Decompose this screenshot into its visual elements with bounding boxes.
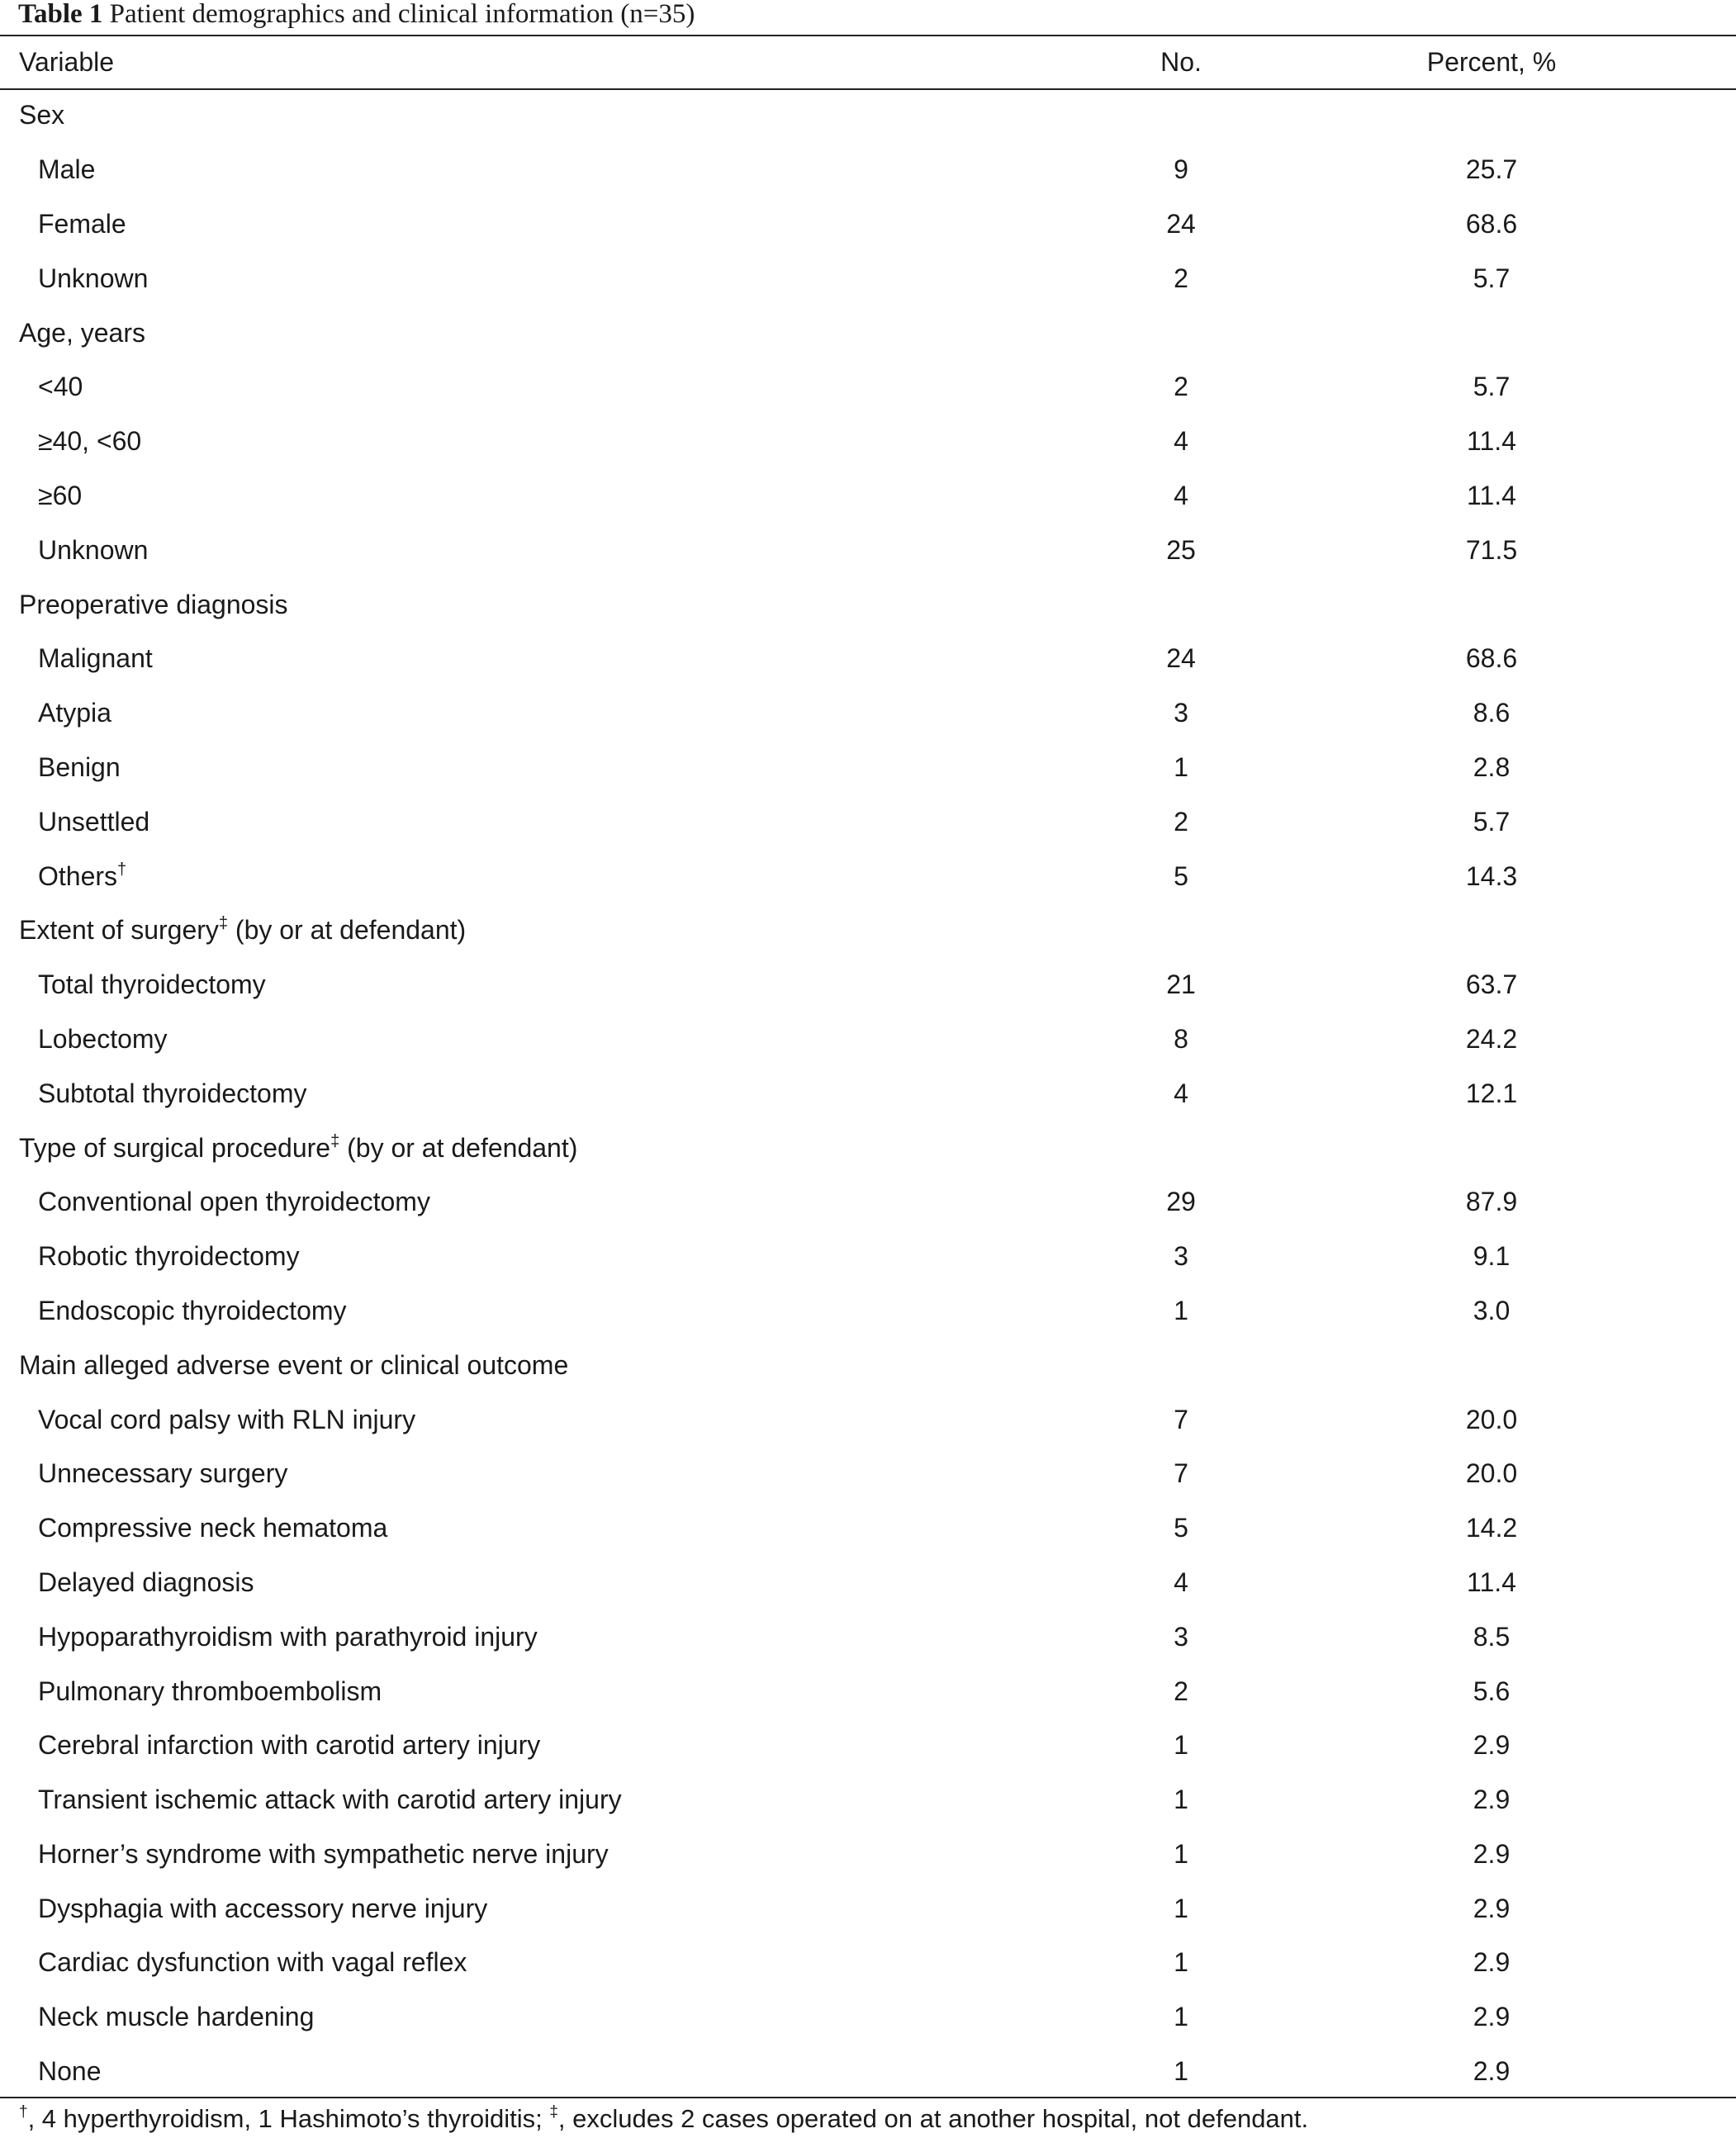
table-row [0,1718,1736,1773]
footnote-double-dagger-mark: ‡ [549,2103,558,2121]
variable-label: Vocal cord palsy with RLN injury [38,1404,416,1434]
variable-cell [0,1718,953,1773]
footnote-mark: ‡ [218,914,229,933]
table-row [0,523,1736,577]
group-label: Type of surgical procedure [19,1132,331,1163]
table-group-row [0,903,1736,958]
table-row [0,632,1736,686]
count-cell: 1 [1174,1893,1188,1923]
percent-cell: 87.9 [1465,1187,1518,1217]
variable-label: Endoscopic thyroidectomy [38,1295,347,1325]
footnote-mark: † [117,860,127,879]
percent-cell: 20.0 [1465,1404,1518,1434]
table-caption-label: Table 1 [18,0,103,29]
percent-cell: 12.1 [1465,1078,1518,1108]
count-cell [953,1338,1313,1392]
variable-label: Cardiac dysfunction with vagal reflex [38,1947,467,1978]
percent-cell [1313,1338,1736,1392]
table-caption [18,0,695,33]
percent-cell: 2.9 [1473,1947,1511,1978]
variable-label: Cerebral infarction with carotid artery injury [38,1730,541,1761]
count-cell: 1 [1174,2002,1188,2032]
group-label-cell [0,88,953,143]
percent-cell: 8.5 [1473,1621,1511,1652]
table-row [0,1664,1736,1718]
variable-label: Unnecessary surgery [38,1458,288,1489]
table-row [0,1881,1736,1936]
percent-cell: 14.3 [1465,860,1518,891]
variable-cell [0,1447,953,1501]
group-label-cell [0,577,953,632]
group-label: Extent of surgery [19,915,219,946]
count-cell: 4 [1174,1567,1188,1597]
count-cell: 25 [1166,534,1196,565]
table-row [0,2045,1736,2099]
variable-label: Female [38,208,126,239]
table-group-row [0,1121,1736,1175]
table-group-row [0,1338,1736,1392]
count-cell [953,306,1313,360]
table-row [0,1447,1736,1501]
table-row [0,143,1736,197]
count-cell: 3 [1174,1621,1188,1652]
group-label-cell [0,1338,953,1392]
variable-label: Delayed diagnosis [38,1567,254,1597]
variable-cell [0,1392,953,1447]
count-cell: 1 [1174,1947,1188,1978]
variable-cell [0,686,953,741]
variable-label: Transient ischemic attack with carotid artery injury [38,1785,622,1815]
table-row [0,1827,1736,1882]
variable-label: Hypoparathyroidism with parathyroid injury [38,1621,538,1652]
count-cell [953,88,1313,143]
demographics-table [0,36,1736,2098]
variable-cell [0,1012,953,1067]
count-cell: 5 [1174,860,1188,891]
table-row [0,1392,1736,1447]
variable-cell [0,2045,953,2099]
variable-label: Horner’s syndrome with sympathetic nerve injury [38,1838,609,1869]
table-row [0,1012,1736,1067]
table-row [0,1773,1736,1827]
table-row [0,1990,1736,2045]
variable-label: Lobectomy [38,1023,168,1054]
percent-cell: 68.6 [1465,208,1518,239]
variable-cell [0,197,953,252]
variable-cell [0,794,953,849]
variable-cell [0,1066,953,1121]
variable-label: Unknown [38,263,149,293]
percent-cell: 71.5 [1465,534,1518,565]
variable-label: Compressive neck hematoma [38,1513,388,1543]
percent-cell [1313,577,1736,632]
count-cell: 1 [1174,2056,1188,2087]
variable-cell [0,632,953,686]
column-header-no: No. [1160,47,1202,77]
table-caption-text: Patient demographics and clinical information (n=35) [109,0,695,29]
count-cell: 7 [1174,1404,1188,1434]
table-row [0,1609,1736,1664]
percent-cell: 68.6 [1465,643,1518,674]
count-cell: 8 [1174,1023,1188,1054]
variable-label: Unknown [38,534,149,565]
percent-cell: 14.2 [1465,1513,1518,1543]
count-cell: 4 [1174,480,1188,510]
table-row [0,1936,1736,1990]
count-cell: 9 [1174,154,1188,185]
table-row [0,1556,1736,1610]
group-label-suffix: (by or at defendant) [339,1132,578,1163]
variable-cell [0,1284,953,1339]
percent-cell [1313,1121,1736,1175]
percent-cell: 2.9 [1473,1730,1511,1761]
variable-label: Pulmonary thromboembolism [38,1676,382,1706]
variable-label: ≥60 [38,480,83,510]
variable-label: Subtotal thyroidectomy [38,1078,307,1108]
count-cell: 2 [1174,263,1188,293]
count-cell [953,577,1313,632]
variable-label: ≥40, <60 [38,426,142,457]
count-cell [953,903,1313,958]
percent-cell: 25.7 [1465,154,1518,185]
column-header-percent: Percent, % [1426,47,1557,77]
footnote-dagger-mark: † [19,2103,28,2121]
percent-cell: 63.7 [1465,969,1518,1000]
variable-label: Atypia [38,698,111,728]
table-row [0,1175,1736,1230]
count-cell: 1 [1174,1838,1188,1869]
group-label: Sex [19,100,65,130]
table-row [0,686,1736,741]
variable-cell [0,360,953,415]
count-cell: 1 [1174,1785,1188,1815]
variable-cell [0,1556,953,1610]
table-row [0,251,1736,306]
count-cell: 24 [1166,208,1196,239]
count-cell: 21 [1166,969,1196,1000]
table-row [0,794,1736,849]
percent-cell: 2.9 [1473,1785,1511,1815]
percent-cell: 9.1 [1473,1241,1511,1272]
variable-label: Benign [38,751,121,782]
percent-cell: 11.4 [1467,480,1516,510]
percent-cell: 5.7 [1473,806,1511,837]
percent-cell: 2.9 [1473,1893,1511,1923]
percent-cell: 20.0 [1465,1458,1518,1489]
variable-cell [0,415,953,469]
percent-cell: 11.4 [1467,1567,1516,1597]
table-row [0,1284,1736,1339]
variable-cell [0,143,953,197]
count-cell: 2 [1174,1676,1188,1706]
variable-cell [0,1881,953,1936]
table-row [0,1230,1736,1284]
count-cell: 2 [1174,806,1188,837]
percent-cell [1313,88,1736,143]
variable-cell [0,251,953,306]
table-footnote [19,2104,1308,2134]
variable-cell [0,741,953,795]
table-row [0,197,1736,252]
table-row [0,360,1736,415]
count-cell: 5 [1174,1513,1188,1543]
variable-cell [0,1501,953,1556]
count-cell: 1 [1174,1730,1188,1761]
table-row [0,1066,1736,1121]
variable-label: Neck muscle hardening [38,2002,315,2032]
group-label-suffix: (by or at defendant) [228,915,467,946]
percent-cell: 2.8 [1473,751,1511,782]
column-header-variable: Variable [19,47,115,77]
count-cell: 2 [1174,372,1188,402]
variable-cell [0,1827,953,1882]
percent-cell: 2.9 [1473,2056,1511,2087]
table-header-row [0,36,1736,88]
table-row [0,741,1736,795]
table-bottom-rule [0,2097,1736,2098]
variable-label: Unsettled [38,806,150,837]
group-label: Main alleged adverse event or clinical outcome [19,1349,569,1380]
variable-cell [0,1609,953,1664]
percent-cell: 3.0 [1473,1295,1511,1325]
count-cell: 1 [1174,1295,1188,1325]
count-cell: 4 [1174,1078,1188,1108]
percent-cell: 24.2 [1465,1023,1518,1054]
percent-cell: 11.4 [1467,426,1516,457]
percent-cell: 5.7 [1473,263,1511,293]
table-group-row [0,577,1736,632]
footnote-text-1: , 4 hyperthyroidism, 1 Hashimoto’s thyroiditis; [27,2104,550,2133]
group-label-cell [0,903,953,958]
variable-cell [0,523,953,577]
table-body [0,88,1736,2098]
footnote-mark: ‡ [330,1131,340,1150]
percent-cell: 2.9 [1473,2002,1511,2032]
variable-cell [0,958,953,1012]
table-row [0,469,1736,524]
variable-cell [0,1936,953,1990]
variable-cell [0,1230,953,1284]
percent-cell [1313,306,1736,360]
percent-cell: 5.7 [1473,372,1511,402]
variable-label: None [38,2056,102,2087]
table-row [0,849,1736,903]
group-label-cell [0,1121,953,1175]
variable-label: Dysphagia with accessory nerve injury [38,1893,488,1923]
variable-cell [0,849,953,903]
variable-label: Conventional open thyroidectomy [38,1187,430,1217]
count-cell: 1 [1174,751,1188,782]
count-cell: 3 [1174,698,1188,728]
table-group-row [0,88,1736,143]
count-cell: 7 [1174,1458,1188,1489]
percent-cell: 8.6 [1473,698,1511,728]
variable-cell [0,1773,953,1827]
variable-label: <40 [38,372,83,402]
variable-label: Robotic thyroidectomy [38,1241,300,1272]
percent-cell: 5.6 [1473,1676,1511,1706]
footnote-text-2: , excludes 2 cases operated on at another hospital, not defendant. [557,2104,1309,2133]
variable-cell [0,1990,953,2045]
variable-cell [0,469,953,524]
group-label: Preoperative diagnosis [19,589,288,619]
variable-label: Male [38,154,96,185]
table-group-row [0,306,1736,360]
variable-label: Others [38,860,118,891]
table-row [0,958,1736,1012]
count-cell: 29 [1166,1187,1196,1217]
table-row [0,415,1736,469]
percent-cell [1313,903,1736,958]
variable-label: Malignant [38,643,153,674]
table-row [0,1501,1736,1556]
percent-cell: 2.9 [1473,1838,1511,1869]
group-label: Age, years [19,317,145,348]
variable-cell [0,1175,953,1230]
variable-cell [0,1664,953,1718]
count-cell: 3 [1174,1241,1188,1272]
count-cell: 24 [1166,643,1196,674]
variable-label: Total thyroidectomy [38,969,266,1000]
count-cell [953,1121,1313,1175]
group-label-cell [0,306,953,360]
count-cell: 4 [1174,426,1188,457]
